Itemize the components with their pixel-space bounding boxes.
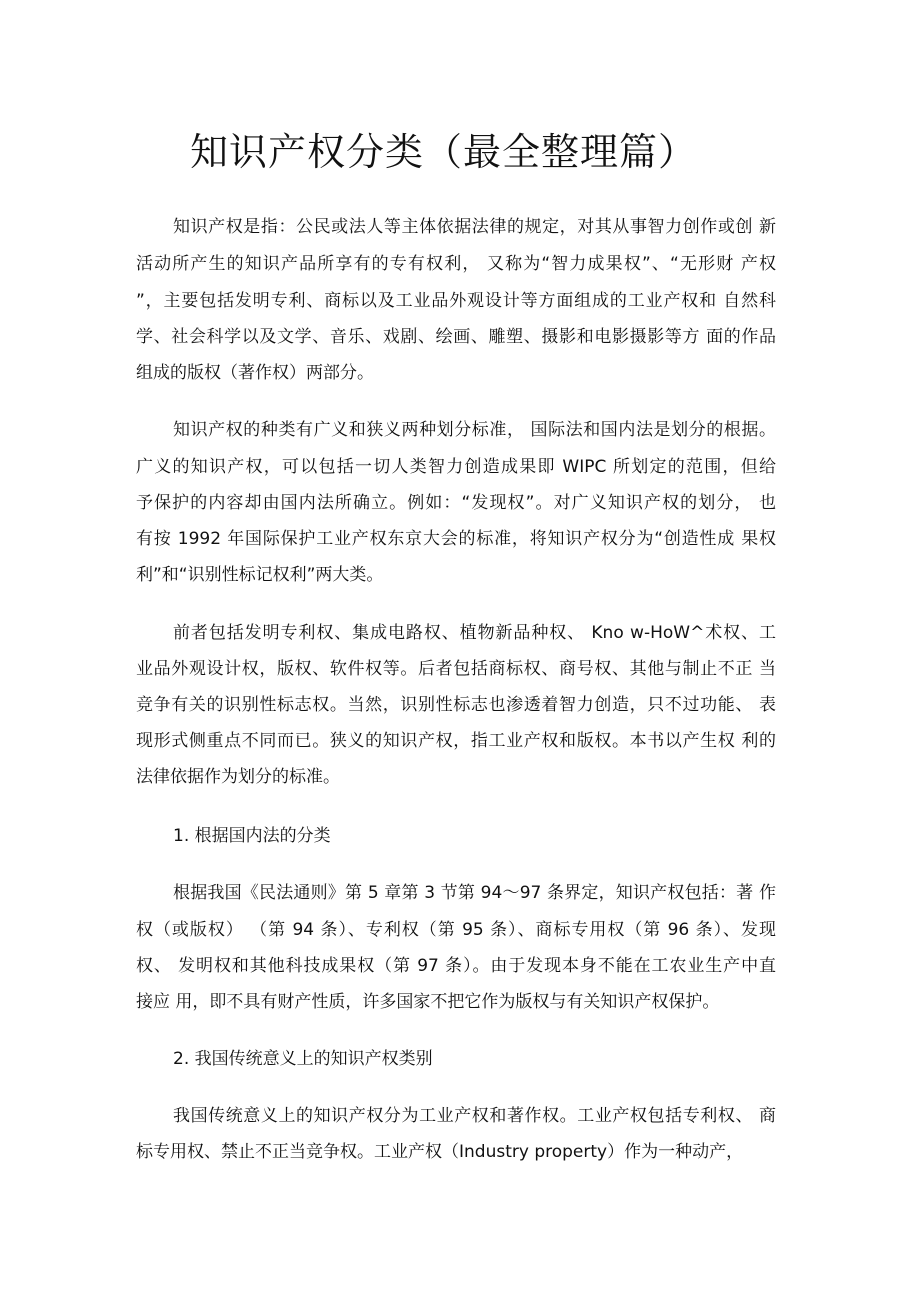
section-heading-2: 2. 我国传统意义上的知识产权类别: [173, 1049, 433, 1069]
paragraph-1-line-3: ”，主要包括发明专利、商标以及工业品外观设计等方面组成的工业产权和 自然科: [136, 291, 776, 311]
paragraph-1-line-4: 学、社会科学以及文学、音乐、戏剧、绘画、雕塑、摄影和电影摄影等方 面的作品: [136, 327, 776, 347]
paragraph-2-line-1: 知识产权的种类有广义和狭义两种划分标准， 国际法和国内法是划分的根据。: [173, 420, 776, 440]
paragraph-1-line-5: 组成的版权（著作权）两部分。: [136, 363, 374, 383]
paragraph-3-line-1: 前者包括发明专利权、集成电路权、植物新品种权、 Kno w-HoW^术权、工: [173, 623, 776, 643]
paragraph-5-line-2: 标专用权、禁止不正当竞争权。工业产权（Industry property）作为一种动产，: [136, 1142, 744, 1162]
paragraph-3-line-3: 竞争有关的识别性标志权。当然，识别性标志也渗透着智力创造，只不过功能、 表: [136, 695, 776, 715]
paragraph-2-line-2: 广义的知识产权，可以包括一切人类智力创造成果即 WIPC 所划定的范围，但给: [136, 457, 776, 477]
document-title: 知识产权分类（最全整理篇）: [190, 130, 698, 174]
paragraph-2-line-4: 有按 1992 年国际保护工业产权东京大会的标准，将知识产权分为“创造性成 果权: [136, 529, 776, 549]
paragraph-3-line-5: 法律依据作为划分的标准。: [136, 767, 340, 787]
section-heading-1: 1. 根据国内法的分类: [173, 826, 331, 846]
paragraph-3-line-4: 现形式侧重点不同而已。狭义的知识产权，指工业产权和版权。本书以产生权 利的: [136, 731, 776, 751]
paragraph-5-line-1: 我国传统意义上的知识产权分为工业产权和著作权。工业产权包括专利权、 商: [173, 1106, 776, 1126]
paragraph-3-line-2: 业品外观设计权，版权、软件权等。后者包括商标权、商号权、其他与制止不正 当: [136, 659, 776, 679]
paragraph-4-line-4: 接应 用，即不具有财产性质，许多国家不把它作为版权与有关知识产权保护。: [136, 992, 720, 1012]
paragraph-1-line-2: 活动所产生的知识产品所享有的专有权利， 又称为“智力成果权”、“无形财 产权: [136, 254, 776, 274]
paragraph-4-line-2: 权（或版权） （第 94 条）、专利权（第 95 条）、商标专用权（第 96 条）、发现: [136, 920, 776, 940]
paragraph-1-line-1: 知识产权是指：公民或法人等主体依据法律的规定，对其从事智力创作或创 新: [173, 217, 776, 237]
paragraph-4-line-3: 权、 发明权和其他科技成果权（第 97 条）。由于发现本身不能在工农业生产中直: [136, 956, 776, 976]
paragraph-2-line-3: 予保护的内容却由国内法所确立。例如：“发现权”。对广义知识产权的划分， 也: [136, 493, 776, 513]
paragraph-2-line-5: 利”和“识别性标记权利”两大类。: [136, 565, 384, 585]
paragraph-4-line-1: 根据我国《民法通则》第 5 章第 3 节第 94〜97 条界定，知识产权包括：著 作: [173, 883, 776, 903]
